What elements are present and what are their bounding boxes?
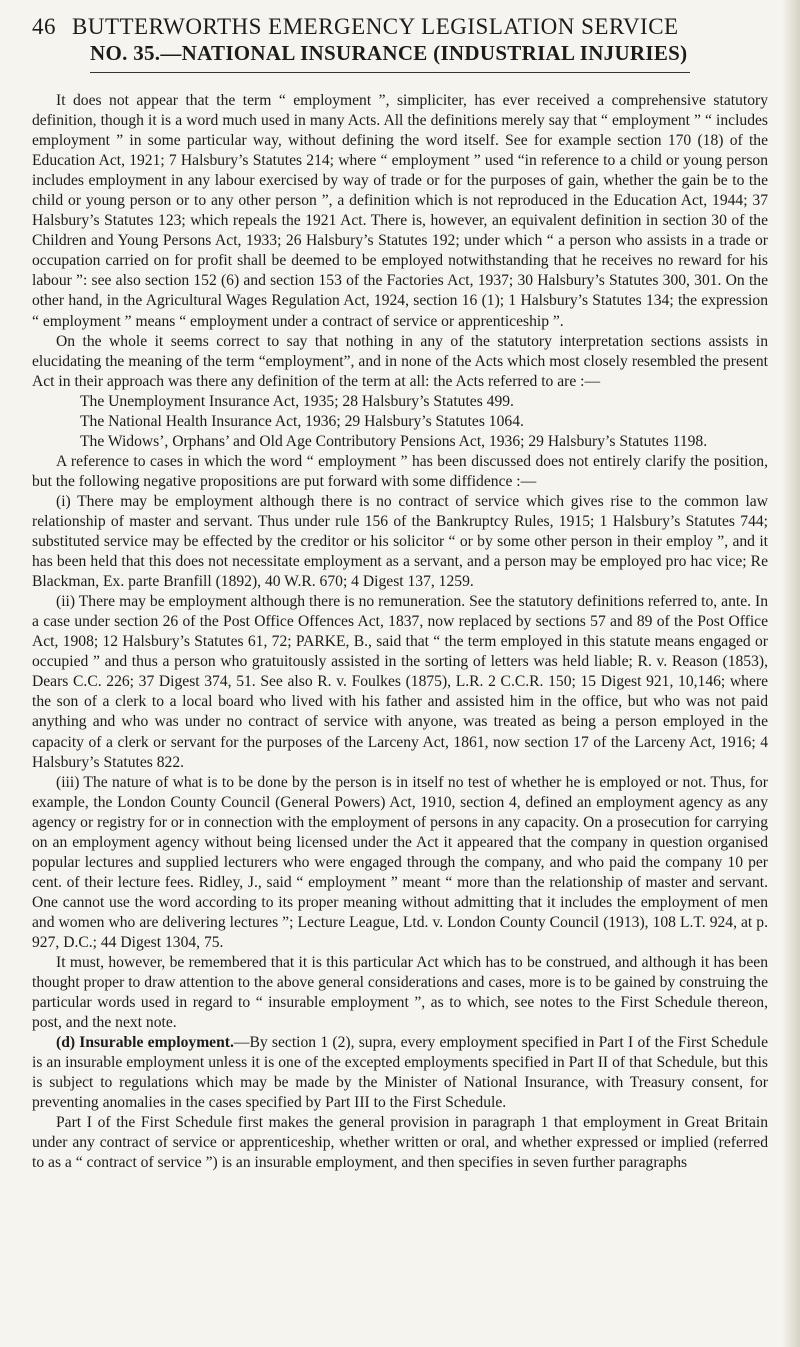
note-heading: (d) Insurable employment. [56,1034,234,1052]
running-head [32,14,768,40]
paragraph: A reference to cases in which the word “ employment ” has been discussed does not entirely clarify the position, but the following negative propositions are put forward with some diffidence :— [32,452,768,490]
document-page [32,14,768,1174]
section-title: NO. 35.—NATIONAL INSURANCE (INDUSTRIAL INJURIES) [90,41,688,65]
proposition-i: (i) There may be employment although there is no contract of service which gives rise to the common law relationship of master and servant. Thus under rule 156 of the Bankruptcy Rules, 1915; 1 Halsbury’s Statutes 744; substituted service may be effected by the creditor or his solicitor “ or by some other person in their employ ”, and it has been held that this does not necessitate employment as a servant, and a person may be employed pro hac vice; Re Blackman, Ex. parte Branfill (1892), 40 W.R. 670; 4 Digest 137, 1259. [32,492,768,591]
note-body: —By section 1 (2), supra, every employment specified in Part I of the First Schedule is an insurable employment unless it is one of the excepted employments specified in Part II of that Schedule, but this is subject to regulations which may be made by the Minister of National Insurance, with Treasury consent, for preventing anomalies in the cases specified by Part III to the First Schedule. [32,1034,768,1112]
body-text [32,91,768,1174]
paragraph: On the whole it seems correct to say that nothing in any of the statutory interpretation sections assists in elucidating the meaning of the term “employment”, and in none of the Acts which most closely resembled the present Act in their approach was there any definition of the term at all: the Acts referred to are :— [32,332,768,390]
proposition-ii: (ii) There may be employment although there is no remuneration. See the statutory definitions referred to, ante. In a case under section 26 of the Post Office Offences Act, 1837, now replaced by sections 57 and 89 of the Post Office Act, 1908; 12 Halsbury’s Statutes 61, 72; PARKE, B., said that “ the term employed in this statute means engaged or occupied ” and thus a person who gratuitously assisted in the sorting of letters was held liable; R. v. Reason (1853), Dears C.C. 226; 37 Digest 374, 51. See also R. v. Foulkes (1875), L.R. 2 C.C.R. 150; 15 Digest 921, 10,146; where the son of a clerk to a local board who lived with his father and assisted him in the office, but who was not paid anything and who was under no contract of service with anyone, was treated as being a person employed in the capacity of a clerk or servant for the purposes of the Larceny Act, 1861, now section 17 of the Larceny Act, 1916; 4 Halsbury’s Statutes 822. [32,593,768,771]
acts-list [32,392,768,452]
paragraph: It must, however, be remembered that it is this particular Act which has to be construed, and although it has been thought proper to draw attention to the above general considerations and cases, more is to be gained by construing the particular words used in regard to “ insurable employment ”, as to which, see notes to the First Schedule thereon, post, and the next note. [32,954,768,1032]
paragraph: Part I of the First Schedule first makes the general provision in paragraph 1 that employment in Great Britain under any contract of service or apprenticeship, whether written or oral, and whether expressed or implied (referred to as a “ contract of service ”) is an insurable employment, and then specifies in seven further paragraphs [32,1114,768,1172]
running-title: BUTTERWORTHS EMERGENCY LEGISLATION SERVICE [72,14,679,39]
proposition-iii: (iii) The nature of what is to be done by the person is in itself no test of whether he is employed or not. Thus, for example, the London County Council (General Powers) Act, 1910, section 4, defined an employment agency as any agency or registry for or in connection with the employment of persons in any capacity. On a prosecution for carrying on an employment agency without being licensed under the Act it appeared that the company in question organised popular lectures and supplied lecturers who were engaged through the company, and who paid the company 10 per cent. of their lecture fees. Ridley, J., said “ employment ” meant “ more than the relationship of master and servant. One cannot use the word according to its proper meaning without admitting that it includes the employment of men and women who are delivering lectures ”; Lecture League, Ltd. v. London County Council (1913), 108 L.T. 924, at p. 927, D.C.; 44 Digest 1304, 75. [32,773,768,951]
page-number: 46 [32,14,56,39]
paragraph: It does not appear that the term “ employment ”, simpliciter, has ever received a comprehensive statutory definition, though it is a word much used in many Acts. All the definitions merely say that “ employment ” “ includes employment ” in some particular way, without defining the word itself. See for example section 170 (18) of the Education Act, 1921; 7 Halsbury’s Statutes 214; where “ employment ” used “in reference to a child or young person includes employment in any labour exercised by way of trade or for the purposes of gain, whether the gain be to the child or young person or to any other person ”, a definition which is not reproduced in the Education Act, 1944; 37 Halsbury’s Statutes 123; which repeals the 1921 Act. There is, however, an equivalent definition in section 30 of the Children and Young Persons Act, 1933; 26 Halsbury’s Statutes 192; under which “ a person who assists in a trade or occupation carried on for profit shall be deemed to be employed notwithstanding that he receives no reward for his labour ”: see also section 152 (6) and section 153 of the Factories Act, 1937; 30 Halsbury’s Statutes 300, 301. On the other hand, in the Agricultural Wages Regulation Act, 1924, section 16 (1); 1 Halsbury’s Statutes 134; the expression “ employment ” means “ employment under a contract of service or apprenticeship ”. [32,92,768,330]
list-item: The Unemployment Insurance Act, 1935; 28 Halsbury’s Statutes 499. [80,392,514,410]
header-rule [90,72,690,73]
list-item: The Widows’, Orphans’ and Old Age Contributory Pensions Act, 1936; 29 Halsbury’s Statutes 1198. [80,432,708,450]
list-item: The National Health Insurance Act, 1936; 29 Halsbury’s Statutes 1064. [80,412,524,430]
page-edge-shadow [782,0,800,1347]
note-d [32,1033,768,1113]
